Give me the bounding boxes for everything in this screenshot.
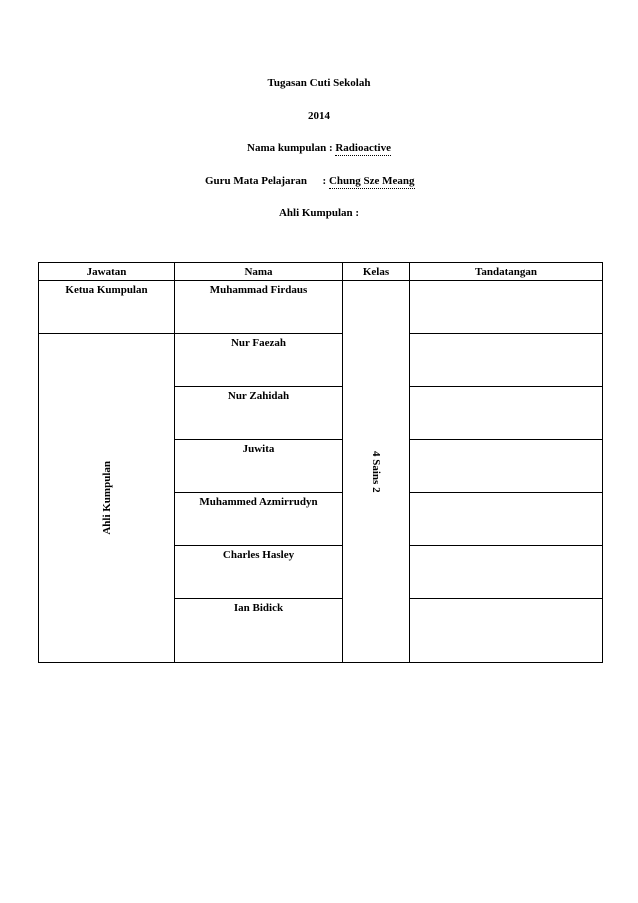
role-members-wrap <box>39 461 174 535</box>
name-cell: Juwita <box>175 440 343 493</box>
signature-cell <box>410 546 603 599</box>
signature-cell <box>410 387 603 440</box>
class-wrap <box>343 451 409 493</box>
name-cell: Nur Zahidah <box>175 387 343 440</box>
group-name: Radioactive <box>335 142 391 154</box>
signature-cell <box>410 493 603 546</box>
teacher-name: Chung Sze Meang <box>328 175 415 187</box>
name-cell: Ian Bidick <box>175 599 343 663</box>
document-title: Tugasan Cuti Sekolah <box>267 77 371 89</box>
column-header-nama: Nama <box>175 263 343 281</box>
name-cell: Muhammed Azmirrudyn <box>175 493 343 546</box>
teacher-label: Guru Mata Pelajaran <box>205 175 308 187</box>
group-line <box>0 142 638 154</box>
teacher-separator: : <box>322 175 327 187</box>
column-header-jawatan: Jawatan <box>39 263 175 281</box>
signature-cell <box>410 281 603 334</box>
column-header-tandatangan: Tandatangan <box>410 263 603 281</box>
column-header-kelas: Kelas <box>343 263 410 281</box>
group-label: Nama kumpulan : <box>247 142 333 154</box>
signature-cell <box>410 440 603 493</box>
role-members-label: Ahli Kumpulan <box>100 461 113 535</box>
name-cell: Charles Hasley <box>175 546 343 599</box>
signature-cell <box>410 334 603 387</box>
class-cell <box>343 281 410 663</box>
members-table <box>38 262 603 663</box>
name-cell: Nur Faezah <box>175 334 343 387</box>
teacher-line <box>205 175 415 187</box>
signature-cell <box>410 599 603 663</box>
role-members-cell <box>39 334 175 663</box>
name-cell: Muhammad Firdaus <box>175 281 343 334</box>
role-leader-cell: Ketua Kumpulan <box>39 281 175 334</box>
table-header-row <box>39 263 603 281</box>
members-heading: Ahli Kumpulan : <box>278 207 360 219</box>
document-year: 2014 <box>308 110 330 122</box>
table-row <box>39 281 603 334</box>
class-label: 4 Sains 2 <box>370 450 382 493</box>
table-row <box>39 334 603 387</box>
